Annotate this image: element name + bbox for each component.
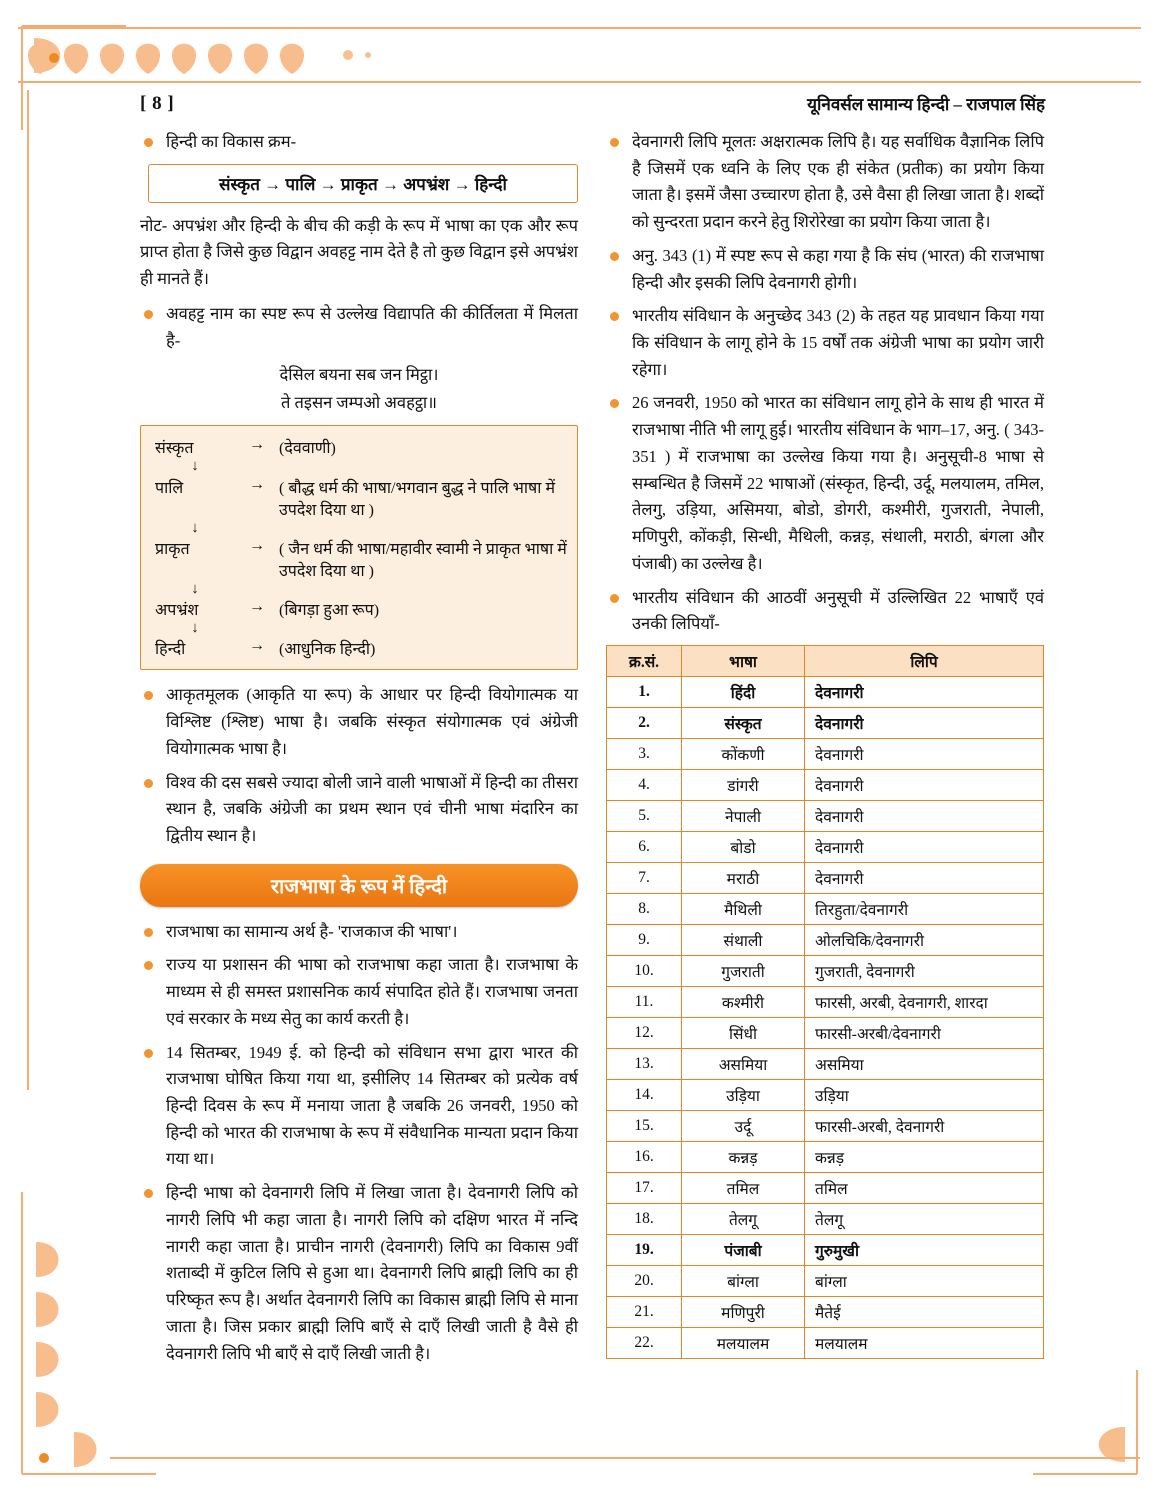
table-row: [607, 893, 1044, 924]
chain-desc: ( बौद्ध धर्म की भाषा/भगवान बुद्ध ने पालि भाषा में उपदेश दिया था ): [279, 479, 556, 519]
cell-language: सिंधी: [682, 1017, 805, 1048]
list-item: 26 जनवरी, 1950 को भारत का संविधान लागू होने के साथ ही भारत में राजभाषा नीति भी लागू हुई। भारतीय संविधान के भाग–17, अनु. ( 343-351 ) में राजभाषा का उल्लेख किया गया है। अनुसूची-8 भाषा से सम्बन्धित है जिसमें 22 भाषाओं (संस्कृत, हिन्दी, उर्दू, मलयालम, तमिल, तेलगु, उड़िया, असिमया, बोडो, डोगरी, कश्मीरी, गुजराती, नेपाली, मणिपुरी, कोंकड़ी, सिन्धी, मैथिली, कन्नड़, संथाली, मराठी, बंगला और पंजाबी) का उल्लेख है।: [606, 390, 1044, 577]
cell-serial: 18.: [607, 1203, 682, 1234]
chain-arrow-icon: →: [249, 436, 265, 454]
cell-language: कोंकणी: [682, 738, 805, 769]
cell-script: गुरुमुखी: [805, 1234, 1044, 1265]
table-row: [607, 800, 1044, 831]
language-chain-panel: [140, 425, 578, 670]
table-row: [607, 676, 1044, 707]
chain-arrow-icon: →: [249, 536, 265, 554]
table-row: [607, 738, 1044, 769]
table-header-row: [607, 645, 1044, 676]
cell-script: देवनागरी: [805, 831, 1044, 862]
cell-script: कन्नड़: [805, 1141, 1044, 1172]
table-body: [607, 676, 1044, 1358]
table-row: [607, 769, 1044, 800]
two-column-body: [140, 129, 1045, 1374]
list-item: देवनागरी लिपि मूलतः अक्षरात्मक लिपि है। यह सर्वाधिक वैज्ञानिक लिपि है जिसमें एक ध्वनि के लिए एक ही संकेत (प्रतीक) का प्रयोग किया जाता है। इसमें जैसा उच्चारण होता है, उसे वैसा ही लिखा जाता है। शब्दों को सुन्दरता प्रदान करने हेतु शिरोरेखा का प्रयोग किया जाता है।: [606, 129, 1044, 236]
list-item: अवहट्ट नाम का स्पष्ट रूप से उल्लेख विद्यापति की कीर्तिलता में मिलता है-: [140, 301, 578, 354]
cell-serial: 15.: [607, 1110, 682, 1141]
chain-desc: ( जैन धर्म की भाषा/महावीर स्वामी ने प्राकृत भाषा में उपदेश दिया था ): [279, 540, 567, 580]
chain-term: पालि: [155, 479, 184, 497]
cell-serial: 13.: [607, 1048, 682, 1079]
cell-serial: 4.: [607, 769, 682, 800]
table-row: [607, 1172, 1044, 1203]
left-bullet-list-middle: [140, 682, 578, 849]
right-bullet-list: [606, 129, 1044, 638]
cell-script: तमिल: [805, 1172, 1044, 1203]
chain-desc: (बिगड़ा हुआ रूप): [279, 602, 380, 620]
verse-line-2: ते तइसन जम्पओ अवहट्ठा॥: [280, 393, 438, 413]
table-row: [607, 1296, 1044, 1327]
chain-row: [155, 436, 569, 458]
cell-serial: 21.: [607, 1296, 682, 1327]
chain-down-arrow-icon: ↓: [191, 580, 199, 597]
chain-row: [155, 476, 569, 520]
chain-term: संस्कृत: [155, 440, 194, 458]
border-bottom-rule: [110, 1424, 1140, 1464]
chain-term: हिन्दी: [155, 641, 186, 659]
list-item: हिन्दी भाषा को देवनागरी लिपि में लिखा जाता है। देवनागरी लिपि को नागरी लिपि भी कहा जाता है। नागरी लिपि को दक्षिण भारत में नन्दि नागरी कहा जाता है। प्राचीन नागरी (देवनागरी) लिपि का विकास 9वीं शताब्दी में कुटिल लिपि से हुआ था। देवनागरी लिपि ब्राह्मी लिपि का ही परिष्कृत रूप है। अर्थात देवनागरी लिपि का विकास ब्राह्मी लिपि से माना जाता है। जिस प्रकार ब्राह्मी लिपि बाएँ से दाएँ लिखी जाती है वैसे ही देवनागरी लिपि भी बाएँ से दाएँ लिखी जाती है।: [140, 1180, 578, 1367]
cell-serial: 20.: [607, 1265, 682, 1296]
cell-serial: 6.: [607, 831, 682, 862]
chain-arrow-icon: →: [249, 475, 265, 493]
cell-script: फारसी-अरबी, देवनागरी: [805, 1110, 1044, 1141]
chain-down-arrow-icon: ↓: [191, 519, 199, 536]
cell-serial: 16.: [607, 1141, 682, 1172]
cell-serial: 14.: [607, 1079, 682, 1110]
left-bullet-list-top: [140, 129, 578, 156]
cell-language: मलयालम: [682, 1327, 805, 1358]
cell-serial: 7.: [607, 862, 682, 893]
table-row: [607, 1234, 1044, 1265]
list-item: भारतीय संविधान के अनुच्छेद 343 (2) के तहत यह प्रावधान किया गया कि संविधान के लागू होने के 15 वर्षों तक अंग्रेजी भाषा का प्रयोग जारी रहेगा।: [606, 303, 1044, 383]
cell-serial: 10.: [607, 955, 682, 986]
column-header-script: लिपि: [805, 645, 1044, 676]
table-row: [607, 1017, 1044, 1048]
cell-script: मैतेई: [805, 1296, 1044, 1327]
border-top-ornament: [18, 24, 1141, 86]
cell-language: तमिल: [682, 1172, 805, 1203]
cell-serial: 19.: [607, 1234, 682, 1265]
cell-language: गुजराती: [682, 955, 805, 986]
table-row: [607, 1048, 1044, 1079]
cell-language: मराठी: [682, 862, 805, 893]
page-content: [140, 92, 1045, 1374]
list-item: आकृतमूलक (आकृति या रूप) के आधार पर हिन्दी वियोगात्मक या विश्लिष्ट (श्लिष्ट) भाषा है। जबकि संस्कृत संयोगात्मक एवं अंग्रेजी वियोगात्मक भाषा है।: [140, 682, 578, 762]
cell-script: देवनागरी: [805, 676, 1044, 707]
cell-serial: 5.: [607, 800, 682, 831]
cell-script: फारसी, अरबी, देवनागरी, शारदा: [805, 986, 1044, 1017]
languages-scripts-table: [606, 645, 1044, 1359]
chain-term: प्राकृत: [155, 540, 190, 558]
section-heading-banner: राजभाषा के रूप में हिन्दी: [140, 864, 578, 907]
list-item: हिन्दी का विकास क्रम-: [140, 129, 578, 156]
cell-serial: 9.: [607, 924, 682, 955]
cell-language: बांग्ला: [682, 1265, 805, 1296]
cell-script: उड़िया: [805, 1079, 1044, 1110]
cell-script: बांग्ला: [805, 1265, 1044, 1296]
list-item: भारतीय संविधान की आठवीं अनुसूची में उल्लिखित 22 भाषाएँ एवं उनकी लिपियाँ-: [606, 585, 1044, 638]
cell-language: पंजाबी: [682, 1234, 805, 1265]
cell-language: संस्कृत: [682, 707, 805, 738]
cell-script: तिरहुता/देवनागरी: [805, 893, 1044, 924]
table-row: [607, 1079, 1044, 1110]
table-row: [607, 986, 1044, 1017]
cell-language: मणिपुरी: [682, 1296, 805, 1327]
cell-language: असमिया: [682, 1048, 805, 1079]
table-row: [607, 1265, 1044, 1296]
border-left-rule: [22, 90, 68, 1090]
cell-serial: 12.: [607, 1017, 682, 1048]
cell-script: गुजराती, देवनागरी: [805, 955, 1044, 986]
cell-script: मलयालम: [805, 1327, 1044, 1358]
cell-language: उड़िया: [682, 1079, 805, 1110]
table-row: [607, 1203, 1044, 1234]
cell-language: तेलगू: [682, 1203, 805, 1234]
table-row: [607, 955, 1044, 986]
list-item: राज्य या प्रशासन की भाषा को राजभाषा कहा जाता है। राजभाषा के माध्यम से ही समस्त प्रशासनिक कार्य संपादित होते हैं। राजभाषा जनता एवं सरकार के मध्य सेतु का कार्य करती है।: [140, 952, 578, 1032]
table-row: [607, 862, 1044, 893]
cell-script: फारसी-अरबी/देवनागरी: [805, 1017, 1044, 1048]
chain-desc: (देववाणी): [279, 440, 336, 458]
table-row: [607, 1110, 1044, 1141]
cell-serial: 8.: [607, 893, 682, 924]
chain-row: [155, 598, 569, 620]
list-item: 14 सितम्बर, 1949 ई. को हिन्दी को संविधान सभा द्वारा भारत की राजभाषा घोषित किया गया था, इसीलिए 14 सितम्बर को प्रत्येक वर्ष हिन्दी दिवस के रूप में मनाया जाता है जबकि 26 जनवरी, 1950 को हिन्दी को भारत की राजभाषा के रूप में संवैधानिक मान्यता प्रदान किया गया था।: [140, 1040, 578, 1174]
cell-script: देवनागरी: [805, 800, 1044, 831]
table-row: [607, 1141, 1044, 1172]
cell-language: डांगरी: [682, 769, 805, 800]
list-item: विश्व की दस सबसे ज्यादा बोली जाने वाली भाषाओं में हिन्दी का तीसरा स्थान है, जबकि अंग्रेजी का प्रथम स्थान एवं चीनी भाषा मंदारिन का द्वितीय स्थान है।: [140, 770, 578, 850]
cell-serial: 1.: [607, 676, 682, 707]
chain-down-arrow-icon: ↓: [191, 458, 199, 475]
chain-desc: (आधुनिक हिन्दी): [279, 641, 376, 659]
right-column: [606, 129, 1044, 1374]
border-corner-bottom-right: [1025, 1362, 1145, 1482]
cell-serial: 17.: [607, 1172, 682, 1203]
cell-language: कश्मीरी: [682, 986, 805, 1017]
list-item: राजभाषा का सामान्य अर्थ है- 'राजकाज की भाषा'।: [140, 919, 578, 946]
border-corner-top-left: [14, 18, 134, 138]
cell-language: संथाली: [682, 924, 805, 955]
cell-serial: 11.: [607, 986, 682, 1017]
cell-language: बोडो: [682, 831, 805, 862]
cell-script: देवनागरी: [805, 862, 1044, 893]
cell-serial: 22.: [607, 1327, 682, 1358]
cell-language: मैथिली: [682, 893, 805, 924]
chain-arrow-icon: →: [249, 598, 265, 616]
verse-block: [140, 361, 578, 417]
page-header: [140, 92, 1045, 119]
chain-arrow-icon: →: [249, 637, 265, 655]
cell-language: कन्नड़: [682, 1141, 805, 1172]
left-bullet-list-rajbhasha: [140, 919, 578, 1368]
note-paragraph: नोट- अपभ्रंश और हिन्दी के बीच की कड़ी के रूप में भाषा का एक और रूप प्राप्त होता है जिसे कुछ विद्वान अवहट्ट नाम देते है तो कुछ विद्वान इसे अपभ्रंश ही मानते हैं।: [140, 215, 578, 289]
cell-serial: 3.: [607, 738, 682, 769]
development-sequence-box: संस्कृत → पालि → प्राकृत → अपभ्रंश → हिन्दी: [148, 164, 578, 203]
chain-down-arrow-icon: ↓: [191, 620, 199, 637]
left-column: [140, 129, 578, 1374]
column-header-serial: क्र.सं.: [607, 645, 682, 676]
cell-language: नेपाली: [682, 800, 805, 831]
left-bullet-list-avahatta: [140, 301, 578, 354]
table-row: [607, 924, 1044, 955]
cell-language: उर्दू: [682, 1110, 805, 1141]
page-number: [ 8 ]: [140, 93, 175, 114]
cell-script: देवनागरी: [805, 707, 1044, 738]
table-row: [607, 707, 1044, 738]
book-title: यूनिवर्सल सामान्य हिन्दी – राजपाल सिंह: [807, 95, 1045, 114]
cell-script: ओलचिकि/देवनागरी: [805, 924, 1044, 955]
chain-term: अपभ्रंश: [155, 602, 199, 620]
chain-row: [155, 537, 569, 581]
cell-script: देवनागरी: [805, 769, 1044, 800]
table-row: [607, 831, 1044, 862]
column-header-language: भाषा: [682, 645, 805, 676]
cell-script: असमिया: [805, 1048, 1044, 1079]
cell-script: देवनागरी: [805, 738, 1044, 769]
verse-line-1: देसिल बयना सब जन मिट्ठा।: [279, 365, 439, 385]
cell-script: तेलगू: [805, 1203, 1044, 1234]
table-row: [607, 1327, 1044, 1358]
list-item: अनु. 343 (1) में स्पष्ट रूप से कहा गया है कि संघ (भारत) की राजभाषा हिन्दी और इसकी लिपि देवनागरी होगी।: [606, 243, 1044, 296]
chain-row: [155, 637, 569, 659]
cell-serial: 2.: [607, 707, 682, 738]
cell-language: हिंदी: [682, 676, 805, 707]
